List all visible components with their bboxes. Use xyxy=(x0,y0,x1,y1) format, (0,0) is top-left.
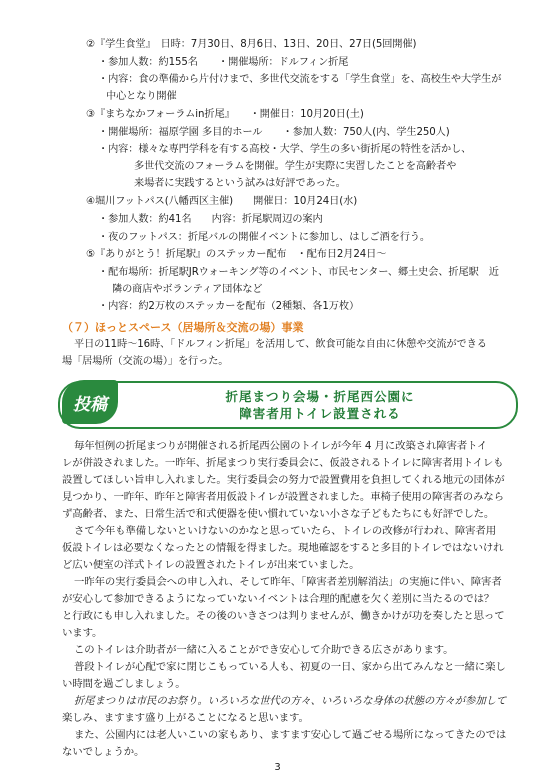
contribution-badge: 投稿 xyxy=(62,380,118,424)
article-paragraph-line: レが併設されました。一昨年、折尾まつり実行委員会に、仮設されるトイレに障害者用トイレも xyxy=(62,457,504,469)
article-paragraph-line: ど広い便室の洋式トイレの設置されたトイレが出来ていました。 xyxy=(62,559,360,571)
article-paragraph-line: 普段トイレが心配で家に閉じこもっている人も、初夏の一日、家から出てみんなと一緒に楽し xyxy=(74,661,506,673)
event-2-title: ②『学生食堂』 日時：7月30日、8月6日、13日、20日、27日(5回開催) xyxy=(86,39,417,50)
event-3-content-cont1: 多世代交流のフォーラムを開催。学生が実際に実習したことを高齢者や xyxy=(134,161,457,172)
article-paragraph-line: 仮設トイレは必要なくなったとの情報を得ました。現地確認をすると多目的トイレではないけれ xyxy=(62,542,504,554)
event-3-venue: ・開催場所：福原学園 多目的ホール ・参加人数：750人(内、学生250人) xyxy=(98,127,450,138)
event-5-place-cont: 隣の商店やボランティア団体など xyxy=(112,284,263,295)
event-4-attendance: ・参加人数：約41名 内容：折尾駅周辺の案内 xyxy=(98,214,323,225)
article-title-line-2: 障害者用トイレ設置される xyxy=(239,406,401,421)
event-3-content: ・内容：様々な専門学科を有する高校・大学、学生の多い街折尾の特性を活かし、 xyxy=(98,144,472,155)
section-7-heading: （７）ほっとスペース（居場所＆交流の場）事業 xyxy=(62,321,304,334)
article-paragraph-line: 一昨年の実行委員会への申し入れ、そして昨年、「障害者差別解消法」の実施に伴い、障害者 xyxy=(74,576,502,588)
section-7-text-2: 場「居場所（交流の場）」を行った。 xyxy=(62,356,229,367)
article-paragraph-line: ず高齢者、また、日常生活で和式便器を使い慣れていない小さな子どもたちにも好評でした。 xyxy=(62,508,495,520)
event-2-content-cont: 中心となり開催 xyxy=(106,91,177,102)
article-paragraph-line: このトイレは介助者が一緒に入ることができ安心して介助できる広さがあります。 xyxy=(74,644,454,656)
article-paragraph-line: 楽しみ、ますます盛り上がることになると思います。 xyxy=(62,712,309,724)
section-7-text-1: 平日の11時～16時、「ドルフィン折尾」を活用して、飲食可能な自由に休憩や交流ができる xyxy=(74,339,487,350)
event-3-content-cont2: 来場者に実践するという試みは好評であった。 xyxy=(134,178,346,189)
page-number: 3 xyxy=(274,762,281,773)
article-paragraph-line: ないでしょうか。 xyxy=(62,746,145,758)
article-paragraph-line: また、公園内には老人いこいの家もあり、ますます安心して過ごせる場所になってきたのでは xyxy=(74,729,507,741)
article-paragraph-line: 折尾まつりは市民のお祭り。いろいろな世代の方々、いろいろな身体の状態の方々が参加して xyxy=(74,695,507,707)
article-paragraph-line: い時間を過ごしましょう。 xyxy=(62,678,186,690)
article-title-line-1: 折尾まつり会場・折尾西公園に xyxy=(225,389,415,404)
event-2-attendance: ・参加人数：約155名 ・開催場所：ドルフィン折尾 xyxy=(98,57,349,68)
event-5-content: ・内容：約2万枚のステッカーを配布（2種類、各1万枚） xyxy=(98,301,360,312)
event-3-title: ③『まちなかフォーラムin折尾』 ・開催日：10月20日(土) xyxy=(86,109,364,120)
event-5-place: ・配布場所：折尾駅JRウォーキング等のイベント、市民センター、郷土史会、折尾駅 近 xyxy=(98,267,499,278)
event-5-title: ⑤『ありがとう！折尾駅』のステッカー配布 ・配布日2月24日～ xyxy=(86,249,387,260)
article-paragraph-line: います。 xyxy=(62,627,103,639)
article-paragraph-line: が安心して参加できるようになっていないイベントは合理的配慮を欠く差別に当たるのでは？ xyxy=(62,593,495,605)
article-paragraph-line: 毎年恒例の折尾まつりが開催される折尾西公園のトイレが今年 4 月に改築され障害者トイ xyxy=(74,440,488,452)
article-paragraph-line: 設置してほしい旨申し入れました。実行委員会の努力で設置費用を負担してくれる地元の団体が xyxy=(62,474,505,486)
article-paragraph-line: 見つかり、一昨年、昨年と障害者用仮設トイレが設置されました。車椅子使用の障害者のみなら xyxy=(62,491,504,503)
event-2-content: ・内容：食の準備から片付けまで、多世代交流をする「学生食堂」を、高校生や大学生が xyxy=(98,74,502,85)
article-paragraph-line: と行政にも申し入れました。その後のいきさつは判りませんが、働きかけが功を奏したと思って xyxy=(62,610,505,622)
article-paragraph-line: さて今年も準備しないといけないのかなと思っていたら、トイレの改修が行われ、障害者用 xyxy=(74,525,497,537)
event-4-night: ・夜のフットパス：折尾バルの開催イベントに参加し、はしご酒を行う。 xyxy=(98,232,430,243)
event-4-title: ④堀川フットパス(八幡西区主催) 開催日：10月24日(水) xyxy=(86,196,358,207)
